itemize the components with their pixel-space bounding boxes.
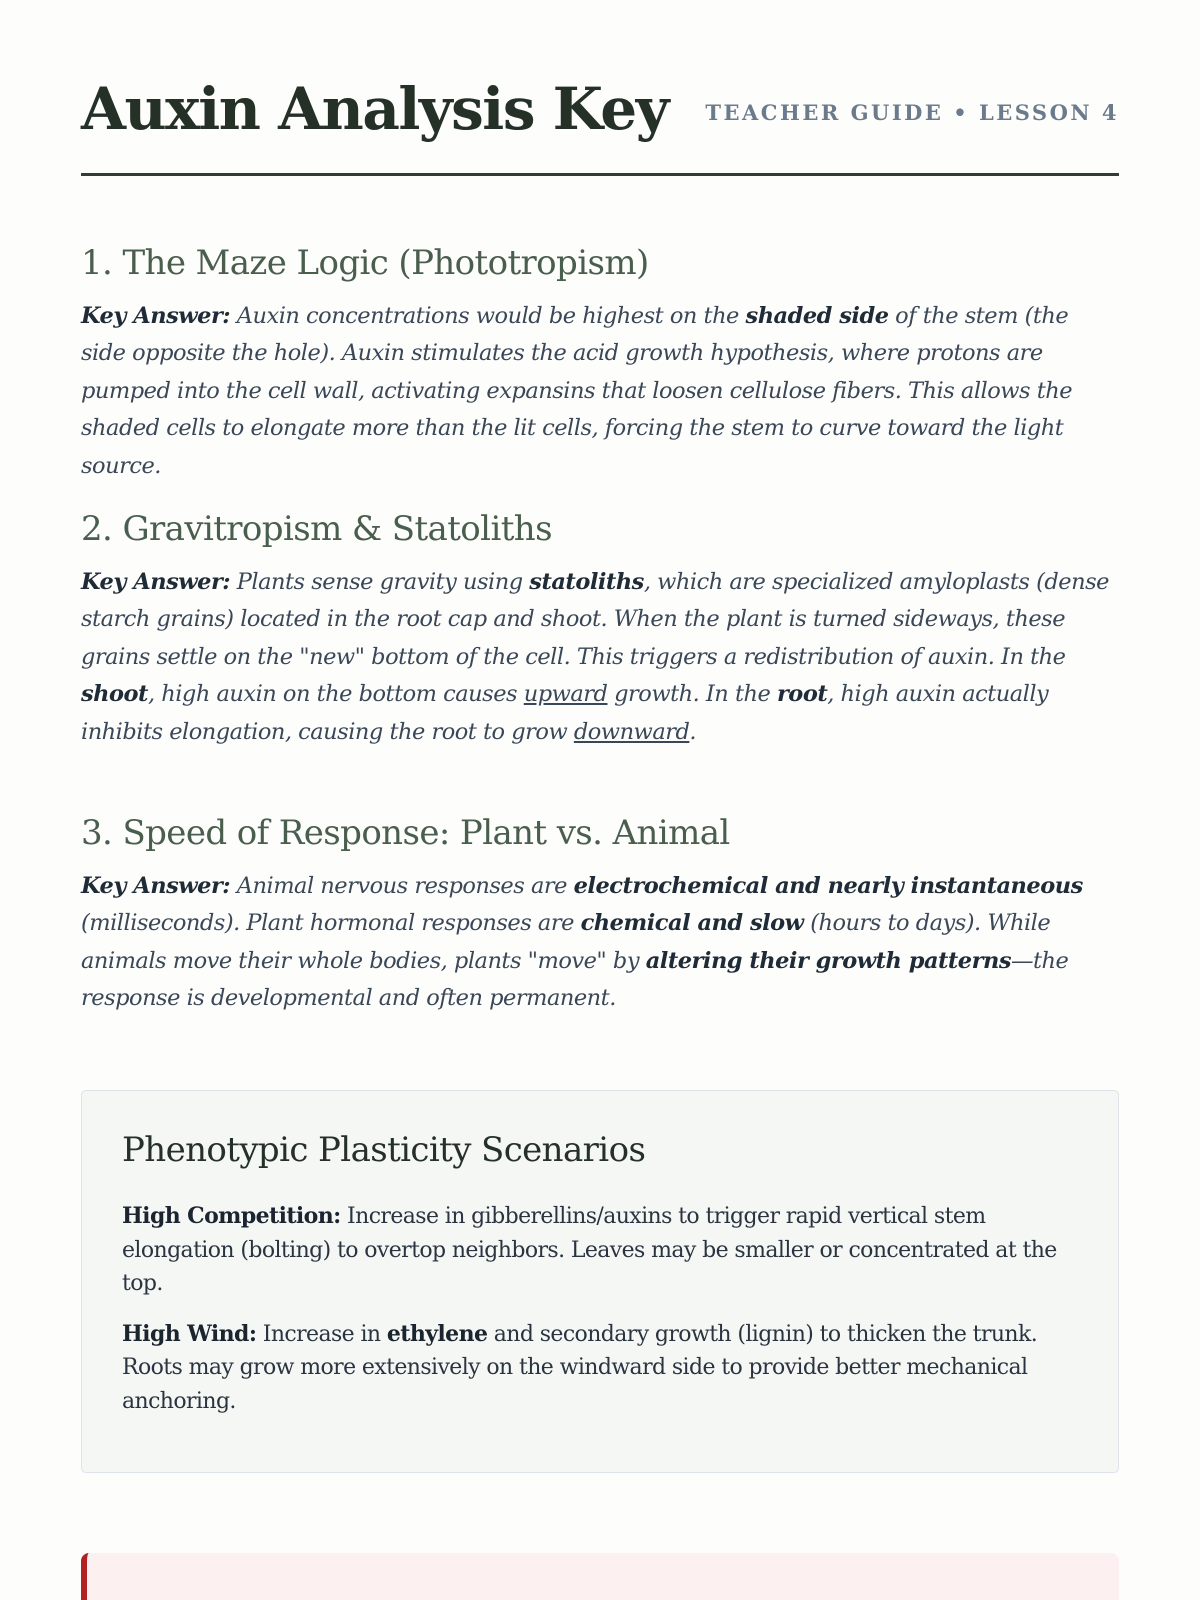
scenario-item: High Wind: Increase in ethylene and secondary growth (lignin) to thicken the trunk. Roots may grow more extensively on the windward side to provide better mechanical anchoring. [122, 1320, 1038, 1414]
key-answer-label: Key Answer: [81, 568, 231, 595]
section-phototropism [81, 243, 1119, 485]
scenarios-box [81, 1090, 1119, 1473]
page-header [81, 0, 1119, 176]
lesson-label: TEACHER GUIDE • LESSON 4 [705, 100, 1119, 125]
key-answer-label: Key Answer: [81, 872, 231, 899]
section-heading: 3. Speed of Response: Plant vs. Animal [81, 813, 730, 853]
scenario-item: High Competition: Increase in gibberellins/auxins to trigger rapid vertical stem elongation (bolting) to overtop neighbors. Leaves may be smaller or concentrated at the top. [122, 1203, 1057, 1297]
section-gravitropism [81, 509, 1119, 751]
section-speed-of-response [81, 813, 1119, 1018]
section-heading: 2. Gravitropism & Statoliths [81, 509, 552, 549]
page-title: Auxin Analysis Key [81, 75, 668, 143]
scenario-label: High Competition: [122, 1203, 341, 1230]
scenario-label: High Wind: [122, 1320, 257, 1347]
section-answer: Key Answer: Animal nervous responses are electrochemical and nearly instantaneous (milliseconds). Plant hormonal responses are chemical and slow (hours to days). While animals move their whole bodies, plants "move" by altering their growth patterns—the response is developmental and often permanent. [81, 872, 1083, 1012]
key-answer-label: Key Answer: [81, 302, 231, 329]
scenarios-title: Phenotypic Plasticity Scenarios [122, 1130, 646, 1170]
section-answer: Key Answer: Auxin concentrations would be highest on the shaded side of the stem (the side opposite the hole). Auxin stimulates the acid growth hypothesis, where protons are pumped into the cell wall, activating expansins that loosen cellulose fibers. This allows the shaded cells to elongate more than the lit cells, forcing the stem to curve toward the light source. [81, 302, 1073, 479]
section-answer: Key Answer: Plants sense gravity using statoliths, which are specialized amyloplasts (dense starch grains) located in the root cap and shoot. When the plant is turned sideways, these grains settle on the "new" bottom of the cell. This triggers a redistribution of auxin. In the shoot, high auxin on the bottom causes upward growth. In the root, high auxin actually inhibits elongation, causing the root to grow downward. [81, 568, 1109, 745]
document-page [81, 0, 1119, 1414]
warning-callout [81, 1553, 1119, 1600]
section-heading: 1. The Maze Logic (Phototropism) [81, 243, 649, 283]
